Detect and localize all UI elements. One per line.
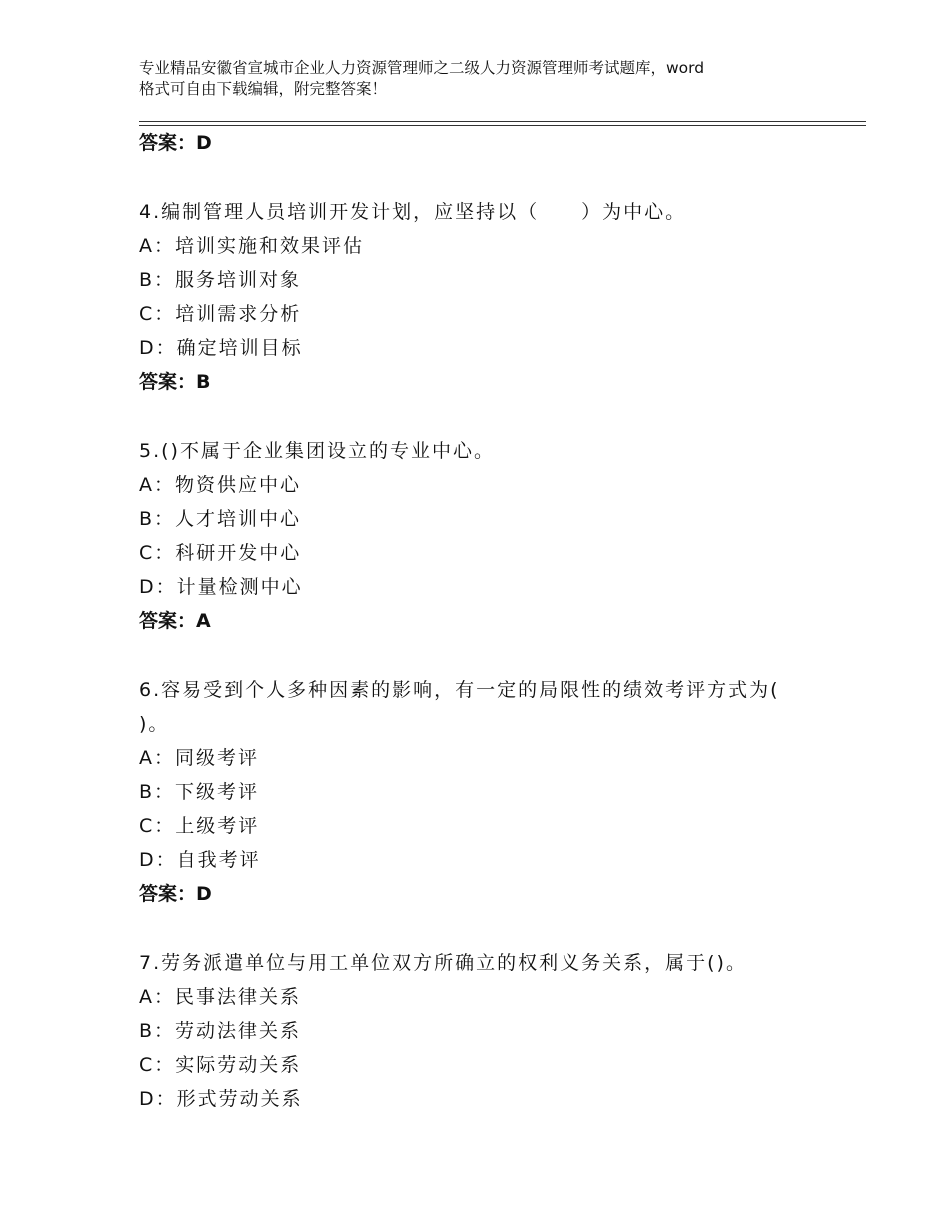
- question-5-option-a: A：物资供应中心: [139, 474, 301, 496]
- question-7-option-b: B：劳动法律关系: [139, 1020, 302, 1042]
- question-4-option-c: C：培训需求分析: [139, 303, 302, 325]
- question-5-option-d: D：计量检测中心: [139, 576, 303, 598]
- question-5-answer: 答案：A: [139, 610, 211, 632]
- question-6-stem-line-2: )。: [139, 713, 170, 735]
- header-line-2: 格式可自由下载编辑，附完整答案！: [139, 80, 388, 98]
- question-6-option-d: D：自我考评: [139, 849, 261, 871]
- question-4-answer: 答案：B: [139, 371, 211, 393]
- question-7-stem: 7.劳务派遣单位与用工单位双方所确立的权利义务关系，属于()。: [139, 952, 747, 974]
- question-4-stem: 4.编制管理人员培训开发计划，应坚持以（ ）为中心。: [139, 201, 687, 223]
- answer-prev: 答案：D: [139, 132, 212, 154]
- question-5-option-b: B：人才培训中心: [139, 508, 302, 530]
- question-6-option-a: A：同级考评: [139, 747, 259, 769]
- question-6-stem-line-1: 6.容易受到个人多种因素的影响，有一定的局限性的绩效考评方式为(: [139, 679, 780, 701]
- question-7-option-c: C：实际劳动关系: [139, 1054, 302, 1076]
- question-6-answer: 答案：D: [139, 883, 212, 905]
- document-header: [139, 58, 829, 100]
- question-4-option-d: D：确定培训目标: [139, 337, 303, 359]
- question-5-stem: 5.()不属于企业集团设立的专业中心。: [139, 440, 495, 462]
- header-rule-thick: [139, 121, 866, 122]
- question-4-option-a: A：培训实施和效果评估: [139, 235, 364, 257]
- question-6-option-c: C：上级考评: [139, 815, 260, 837]
- question-7-option-d: D：形式劳动关系: [139, 1088, 303, 1110]
- question-5-option-c: C：科研开发中心: [139, 542, 302, 564]
- question-6-option-b: B：下级考评: [139, 781, 260, 803]
- question-7-option-a: A：民事法律关系: [139, 986, 301, 1008]
- header-rule-thin: [139, 125, 866, 126]
- question-4-option-b: B：服务培训对象: [139, 269, 302, 291]
- header-line-1: 专业精品安徽省宣城市企业人力资源管理师之二级人力资源管理师考试题库，word: [139, 59, 705, 77]
